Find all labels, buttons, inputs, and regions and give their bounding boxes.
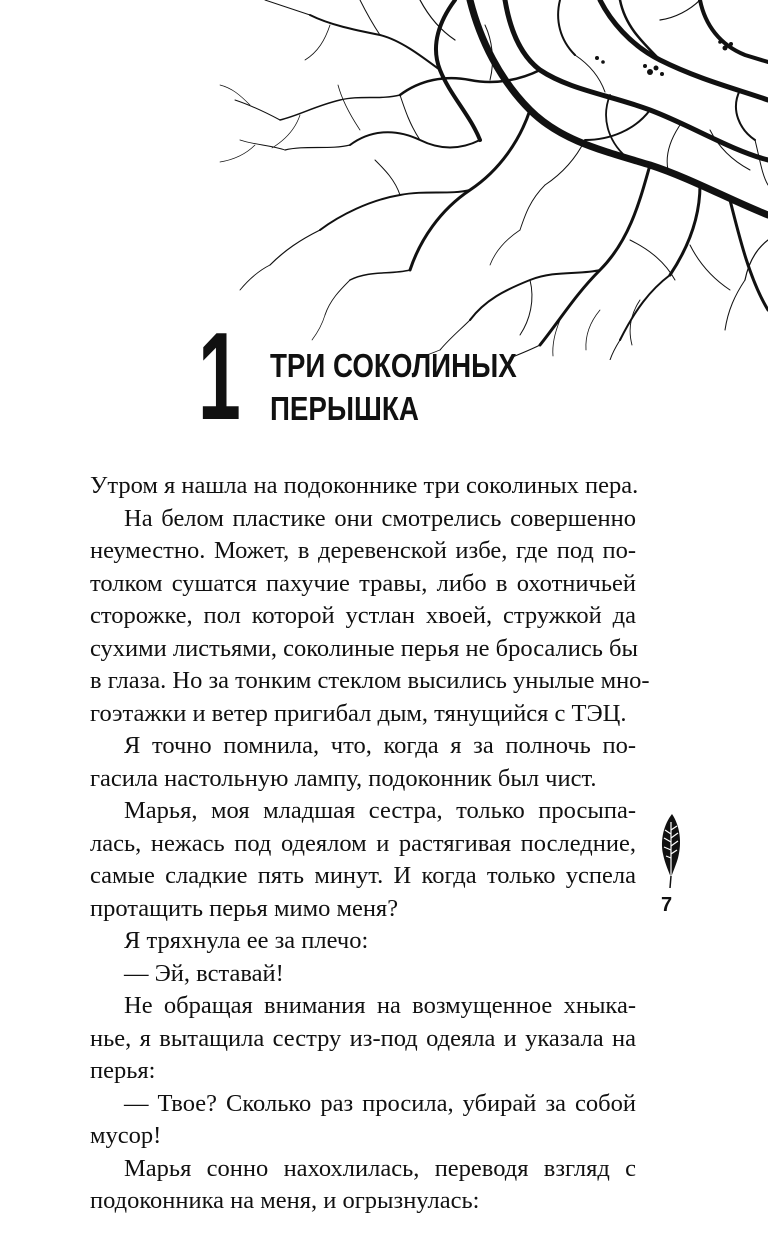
- tree-branches-icon: [0, 0, 768, 360]
- text-line: На белом пластике они смотрелись совершенно: [124, 504, 636, 532]
- text-line: Я точно помнила, что, когда я за полночь по-: [124, 732, 636, 759]
- text-line: нье, я вытащила сестру из-под одеяла и указала на: [90, 1024, 636, 1052]
- text-line: — Твое? Сколько раз просила, убирай за собой: [124, 1089, 636, 1117]
- text-line: самые сладкие пять минут. И когда только успела: [90, 862, 636, 889]
- chapter-title: [270, 344, 517, 430]
- text-line: протащить перья мимо меня?: [90, 894, 399, 922]
- text-line: лась, нежась под одеялом и растягивая последние,: [90, 829, 636, 857]
- text-line: Марья сонно нахохлилась, переводя взгляд с: [124, 1154, 636, 1182]
- page-number: 7: [661, 894, 673, 916]
- text-line: толком сушатся пахучие травы, либо в охотничьей: [90, 569, 636, 597]
- text-line: перья:: [90, 1057, 156, 1084]
- text-line: Марья, моя младшая сестра, только просыпа-: [124, 797, 636, 824]
- text-line: — Эй, вставай!: [124, 959, 284, 987]
- chapter-title-line-2: ПЕРЫШКА: [270, 390, 419, 427]
- text-line: мусор!: [90, 1122, 162, 1149]
- text-line: неуместно. Может, в деревенской избе, где под по-: [90, 537, 636, 564]
- body-text: [90, 470, 650, 1218]
- text-line: Я тряхнула ее за плечо:: [124, 927, 369, 954]
- chapter-number: 1: [198, 308, 241, 446]
- text-line: Утром я нашла на подоконнике три соколиных пера.: [90, 472, 639, 499]
- text-line: в глаза. Но за тонким стеклом высились унылые мно-: [90, 667, 650, 694]
- feather-icon: [658, 812, 684, 890]
- text-line: гоэтажки и ветер пригибал дым, тянущийся с ТЭЦ.: [90, 699, 627, 727]
- text-line: Не обращая внимания на возмущенное хныка-: [124, 992, 636, 1019]
- text-line: сторожке, пол которой устлан хвоей, стружкой да: [90, 602, 636, 629]
- text-line: гасила настольную лампу, подоконник был чист.: [90, 764, 597, 792]
- text-line: сухими листьями, соколиные перья не бросались бы: [90, 634, 638, 662]
- chapter-title-line-1: ТРИ СОКОЛИНЫХ: [270, 347, 517, 384]
- text-line: подоконника на меня, и огрызнулась:: [90, 1187, 480, 1214]
